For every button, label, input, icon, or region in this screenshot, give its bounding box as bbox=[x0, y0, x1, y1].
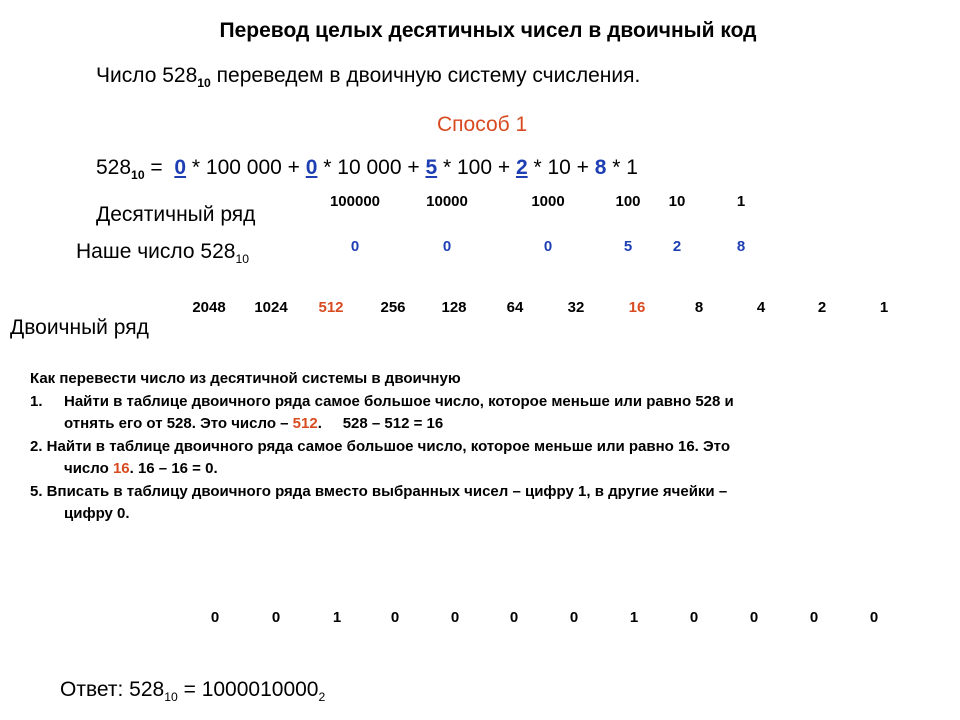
our-number-digit: 0 bbox=[543, 238, 553, 255]
formula-lhs-base: 10 bbox=[131, 167, 145, 182]
binary-digit: 0 bbox=[869, 609, 879, 626]
decimal-row-value: 10000 bbox=[426, 193, 468, 210]
binary-digit: 0 bbox=[509, 609, 519, 626]
binary-digit: 0 bbox=[749, 609, 759, 626]
binary-digit: 0 bbox=[390, 609, 400, 626]
method-label: Способ 1 bbox=[437, 113, 528, 136]
formula-digit: 0 bbox=[174, 156, 187, 179]
binary-row-value: 8 bbox=[694, 299, 704, 316]
answer-prefix: Ответ: bbox=[60, 678, 130, 701]
binary-row-value-highlighted: 512 bbox=[318, 299, 344, 316]
intro-text bbox=[96, 64, 640, 88]
instructions-block bbox=[30, 368, 920, 526]
binary-digit: 1 bbox=[629, 609, 639, 626]
binary-digit: 0 bbox=[569, 609, 579, 626]
binary-row-value: 2 bbox=[817, 299, 827, 316]
answer-number: 528 bbox=[129, 678, 165, 701]
step-1-number: 1. bbox=[30, 392, 43, 410]
decimal-row-value: 1000 bbox=[531, 193, 565, 210]
intro-number: 528 bbox=[162, 64, 198, 87]
answer-result: 1000010000 bbox=[201, 678, 319, 701]
intro-base: 10 bbox=[197, 75, 211, 90]
binary-row-value: 64 bbox=[506, 299, 524, 316]
answer bbox=[60, 678, 325, 702]
step-1-line-2a: отнять его от 528. Это число – bbox=[64, 415, 293, 432]
step-2-line-2a: число bbox=[64, 460, 113, 477]
answer-number-base: 10 bbox=[164, 689, 178, 704]
our-number-value: 528 bbox=[200, 240, 236, 263]
binary-digit: 0 bbox=[809, 609, 819, 626]
formula-term: * 10 + bbox=[527, 156, 595, 179]
our-number-digit: 0 bbox=[350, 238, 360, 255]
formula-term: * 1 bbox=[606, 156, 638, 179]
binary-digit: 0 bbox=[450, 609, 460, 626]
instruction-step-2-cont bbox=[30, 458, 920, 481]
formula-digit: 2 bbox=[515, 156, 528, 179]
formula-digit: 5 bbox=[425, 156, 438, 179]
binary-row-value-highlighted: 16 bbox=[628, 299, 646, 316]
step-2-highlight: 16 bbox=[112, 460, 130, 477]
binary-row-value: 1024 bbox=[254, 299, 288, 316]
step-1-highlight: 512 bbox=[292, 415, 318, 432]
formula-term: * 100 + bbox=[437, 156, 516, 179]
formula-term: * 10 000 + bbox=[317, 156, 426, 179]
binary-row-value: 32 bbox=[567, 299, 585, 316]
decimal-row-value: 1 bbox=[736, 193, 746, 210]
binary-row-value: 128 bbox=[441, 299, 467, 316]
answer-eq: = bbox=[177, 678, 202, 701]
our-number-text: Наше число bbox=[76, 240, 201, 263]
binary-digit: 1 bbox=[332, 609, 342, 626]
binary-digit: 0 bbox=[210, 609, 220, 626]
binary-row-value: 256 bbox=[380, 299, 406, 316]
binary-row-label: Двоичный ряд bbox=[10, 316, 149, 339]
decimal-row-label: Десятичный ряд bbox=[96, 203, 256, 226]
expansion-formula bbox=[96, 156, 638, 180]
binary-digit: 0 bbox=[271, 609, 281, 626]
instruction-step-1-cont bbox=[30, 413, 920, 436]
our-number-label bbox=[76, 240, 249, 264]
formula-digit: 8 bbox=[594, 156, 607, 179]
formula-lhs: 528 bbox=[96, 156, 132, 179]
binary-row-value: 4 bbox=[756, 299, 766, 316]
our-number-digit: 0 bbox=[442, 238, 452, 255]
instructions-heading: Как перевести число из десятичной системы в двоичную bbox=[30, 370, 461, 387]
our-number-digit: 2 bbox=[672, 238, 682, 255]
step-2-line-2b: . 16 – 16 = 0. bbox=[129, 460, 218, 477]
formula-eq: = bbox=[144, 156, 169, 179]
decimal-row-value: 10 bbox=[668, 193, 686, 210]
instruction-step-5: 5. Вписать в таблицу двоичного ряда вместо выбранных чисел – цифру 1, в другие ячейки – bbox=[30, 482, 728, 500]
decimal-row-value: 100 bbox=[615, 193, 641, 210]
formula-term: * 100 000 + bbox=[186, 156, 306, 179]
answer-result-base: 2 bbox=[318, 689, 326, 704]
intro-prefix: Число bbox=[96, 64, 163, 87]
instruction-step-5-cont: цифру 0. bbox=[64, 505, 130, 522]
step-1-line-2b: . 528 – 512 = 16 bbox=[317, 415, 444, 432]
instruction-step-2: 2. Найти в таблице двоичного ряда самое большое число, которое меньше или равно 16. Это bbox=[30, 437, 730, 455]
our-number-base: 10 bbox=[235, 251, 249, 266]
page-title: Перевод целых десятичных чисел в двоичный код bbox=[219, 19, 757, 42]
step-1-line-1: Найти в таблице двоичного ряда самое большое число, которое меньше или равно 528 и bbox=[64, 392, 734, 410]
formula-digit: 0 bbox=[305, 156, 318, 179]
decimal-row-value: 100000 bbox=[329, 193, 381, 210]
binary-row-value: 1 bbox=[879, 299, 889, 316]
intro-suffix: переведем в двоичную систему счисления. bbox=[210, 64, 641, 87]
our-number-digit: 5 bbox=[623, 238, 633, 255]
binary-digit: 0 bbox=[689, 609, 699, 626]
our-number-digit: 8 bbox=[736, 238, 746, 255]
binary-row-value: 2048 bbox=[192, 299, 226, 316]
instruction-step-1 bbox=[30, 391, 920, 414]
